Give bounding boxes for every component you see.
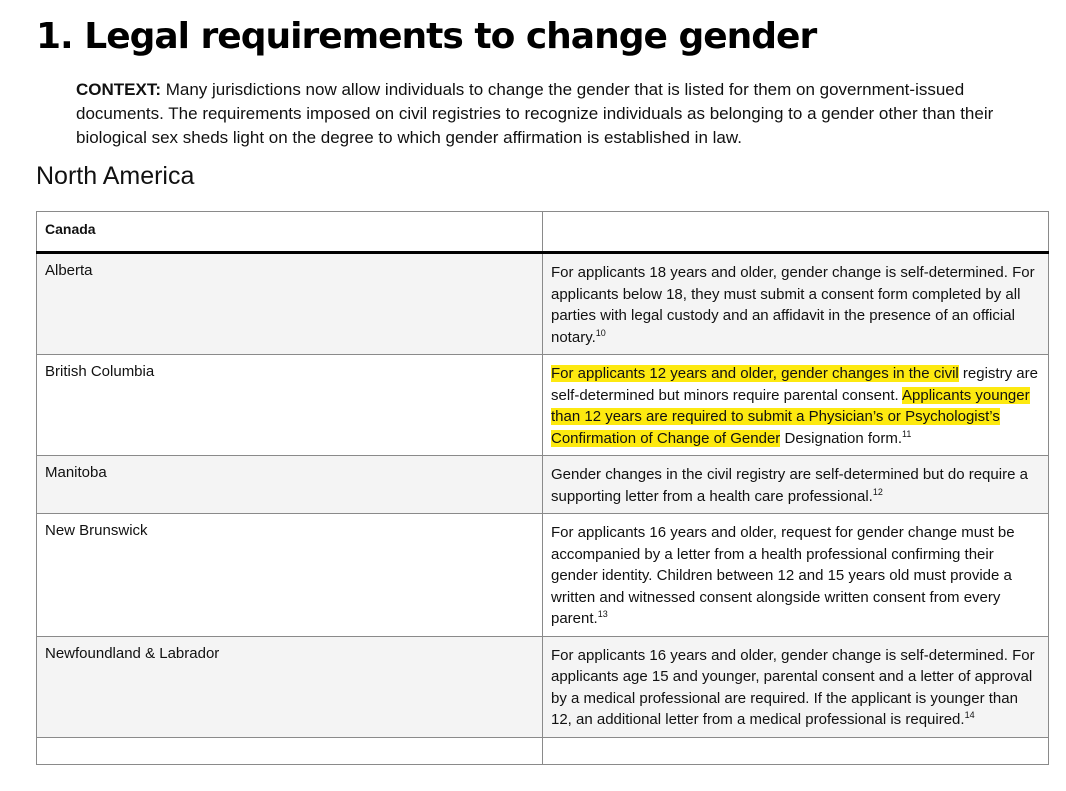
requirement-text: Designation form. bbox=[780, 429, 903, 447]
context-label: CONTEXT: bbox=[76, 80, 161, 99]
requirement-text: registry are self-determined but minors require parental consent. bbox=[551, 365, 1038, 404]
table-row-partial bbox=[37, 737, 1049, 764]
table-row bbox=[37, 355, 1049, 456]
requirement-text: Gender changes in the civil registry are self-determined but do require a supporting letter from a health care professional. bbox=[551, 466, 1028, 505]
table-row bbox=[37, 253, 1049, 355]
page-title: 1. Legal requirements to change gender bbox=[36, 16, 817, 57]
region-cell: Newfoundland & Labrador bbox=[37, 636, 543, 737]
requirement-cell bbox=[543, 355, 1049, 456]
header-country: Canada bbox=[37, 212, 543, 253]
table-row bbox=[37, 456, 1049, 514]
requirement-cell bbox=[543, 636, 1049, 737]
requirement-cell bbox=[543, 514, 1049, 637]
table-row bbox=[37, 636, 1049, 737]
requirement-cell bbox=[543, 456, 1049, 514]
region-cell bbox=[37, 737, 543, 764]
footnote-ref[interactable]: 12 bbox=[872, 486, 883, 497]
header-blank bbox=[543, 212, 1049, 253]
region-cell: Alberta bbox=[37, 253, 543, 355]
footnote-ref[interactable]: 11 bbox=[902, 428, 912, 439]
highlighted-text: Applicants younger than 12 years are required to submit a Physician’s or Psychologist’s Confirmation of Change of Gender bbox=[551, 386, 1030, 447]
requirement-cell bbox=[543, 737, 1049, 764]
requirements-table bbox=[36, 211, 1049, 765]
region-cell: British Columbia bbox=[37, 355, 543, 456]
section-title: North America bbox=[36, 162, 195, 190]
footnote-ref[interactable]: 10 bbox=[595, 327, 606, 338]
table-header-row bbox=[37, 212, 1049, 253]
region-cell: New Brunswick bbox=[37, 514, 543, 637]
region-cell: Manitoba bbox=[37, 456, 543, 514]
context-paragraph bbox=[76, 78, 996, 150]
requirement-text: For applicants 16 years and older, request for gender change must be accompanied by a letter from a health professional confirming their gender identity. Children between 12 and 15 years old must provide a written and witnessed consent alongside written consent from every parent. bbox=[551, 524, 1015, 627]
requirement-cell bbox=[543, 253, 1049, 355]
footnote-ref[interactable]: 13 bbox=[597, 609, 608, 619]
highlighted-text: For applicants 12 years and older, gender changes in the civil bbox=[551, 365, 959, 382]
footnote-ref[interactable]: 14 bbox=[964, 710, 975, 720]
table-row bbox=[37, 514, 1049, 637]
context-text: Many jurisdictions now allow individuals to change the gender that is listed for them on government-issued documents. The requirements imposed on civil registries to recognize individuals as belonging to a gender other than their biological sex sheds light on the degree to which gender affirmation is established in law. bbox=[76, 80, 994, 147]
requirement-text: For applicants 18 years and older, gender change is self-determined. For applicants below 18, they must submit a consent form completed by all parties with legal custody and an affidavit in the presence of an official notary. bbox=[551, 264, 1035, 346]
requirement-text: For applicants 16 years and older, gender change is self-determined. For applicants age 15 and younger, parental consent and a letter of approval by a medical professional are required. If the applicant is younger than 12, an additional letter from a medical professional is required. bbox=[551, 646, 1035, 728]
